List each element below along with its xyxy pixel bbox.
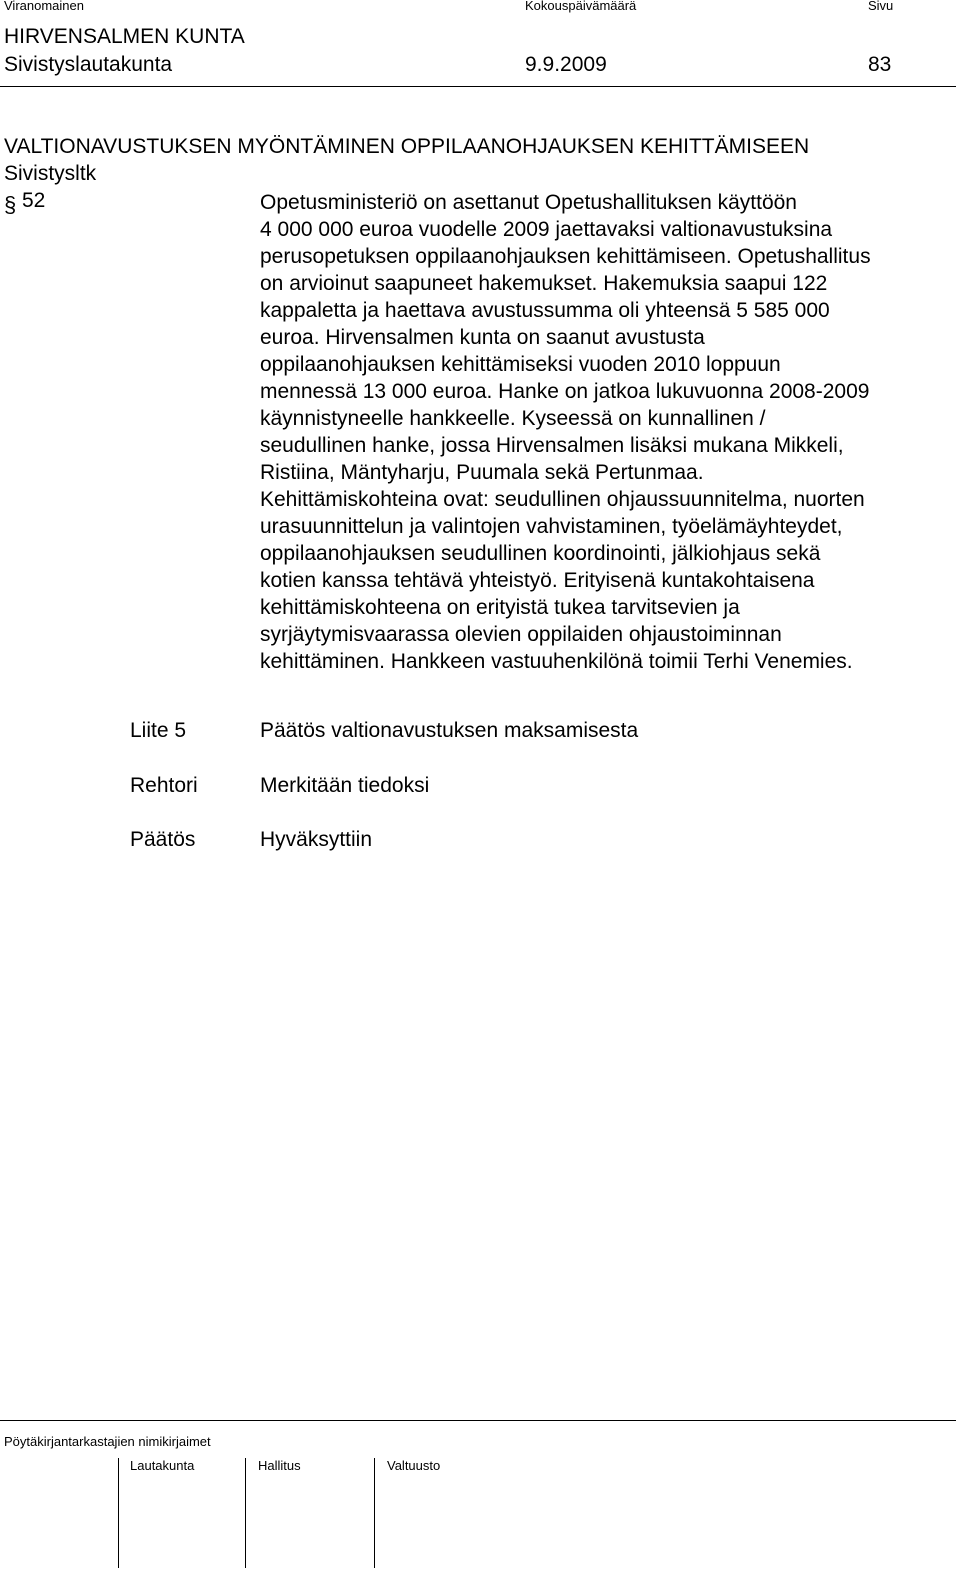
body-line: oppilaanohjauksen seudullinen koordinointi, jälkiohjaus sekä: [260, 542, 821, 565]
footer-column-divider: [118, 1458, 119, 1568]
footer-column-divider: [374, 1458, 375, 1568]
footer-board-label: Lautakunta: [130, 1458, 195, 1473]
body-line: kotien kanssa tehtävä yhteistyö. Erityisenä kuntakohtaisena: [260, 569, 815, 592]
body-line: kehittäminen. Hankkeen vastuuhenkilönä toimii Terhi Venemies.: [260, 650, 853, 673]
signatures-label: Pöytäkirjantarkastajien nimikirjaimet: [4, 1434, 211, 1449]
organization-name: HIRVENSALMEN KUNTA: [4, 25, 245, 48]
principal-label: Rehtori: [130, 774, 198, 797]
attachment-label: Liite 5: [130, 719, 187, 742]
body-line: Opetusministeriö on asettanut Opetushallituksen käyttöön: [260, 191, 797, 214]
body-line: seudullinen hanke, jossa Hirvensalmen lisäksi mukana Mikkeli,: [260, 434, 844, 457]
body-line: Kehittämiskohteina ovat: seudullinen ohjaussuunnitelma, nuorten: [260, 488, 865, 511]
body-line: käynnistyneelle hankkeelle. Kyseessä on kunnallinen /: [260, 407, 766, 430]
decision-text: Hyväksyttiin: [260, 828, 373, 851]
decision-label: Päätös: [130, 828, 196, 851]
body-line: perusopetuksen oppilaanohjauksen kehittämiseen. Opetushallitus: [260, 245, 871, 268]
header-authority-label: Viranomainen: [4, 0, 84, 13]
header-meeting-date-label: Kokouspäivämäärä: [525, 0, 637, 13]
body-line: oppilaanohjauksen kehittämiseksi vuoden 2010 loppuun: [260, 353, 781, 376]
committee-label: Sivistysltk: [4, 162, 97, 185]
body-line: kappaletta ja haettava avustussumma oli yhteensä 5 585 000: [260, 299, 830, 322]
body-line: euroa. Hirvensalmen kunta on saanut avustusta: [260, 326, 705, 349]
paragraph-section-icon: §: [4, 192, 17, 217]
footer-government-label: Hallitus: [258, 1458, 301, 1473]
meeting-date: 9.9.2009: [525, 53, 607, 76]
body-line: kehittämiskohteena on erityistä tukea tarvitsevien ja: [260, 596, 740, 619]
header-page-label: Sivu: [868, 0, 894, 13]
attachment-text: Päätös valtionavustuksen maksamisesta: [260, 719, 639, 742]
section-title: VALTIONAVUSTUKSEN MYÖNTÄMINEN OPPILAANOHJAUKSEN KEHITTÄMISEEN: [4, 135, 810, 158]
footer-council-label: Valtuusto: [387, 1458, 441, 1473]
footer-column-divider: [245, 1458, 246, 1568]
board-name: Sivistyslautakunta: [4, 53, 173, 76]
page-number: 83: [868, 53, 892, 76]
body-line: urasuunnittelun ja valintojen vahvistaminen, työelämäyhteydet,: [260, 515, 843, 538]
principal-text: Merkitään tiedoksi: [260, 774, 430, 797]
body-line: on arvioinut saapuneet hakemukset. Hakemuksia saapui 122: [260, 272, 828, 295]
body-line: Ristiina, Mäntyharju, Puumala sekä Pertunmaa.: [260, 461, 704, 484]
body-line: 4 000 000 euroa vuodelle 2009 jaettavaksi valtionavustuksina: [260, 218, 833, 241]
body-line: mennessä 13 000 euroa. Hanke on jatkoa lukuvuonna 2008-2009: [260, 380, 870, 403]
paragraph-number: 52: [22, 189, 46, 212]
body-line: syrjäytymisvaarassa olevien oppilaiden ohjaustoiminnan: [260, 623, 782, 646]
footer-divider: [0, 1420, 956, 1421]
header-divider: [0, 86, 956, 87]
